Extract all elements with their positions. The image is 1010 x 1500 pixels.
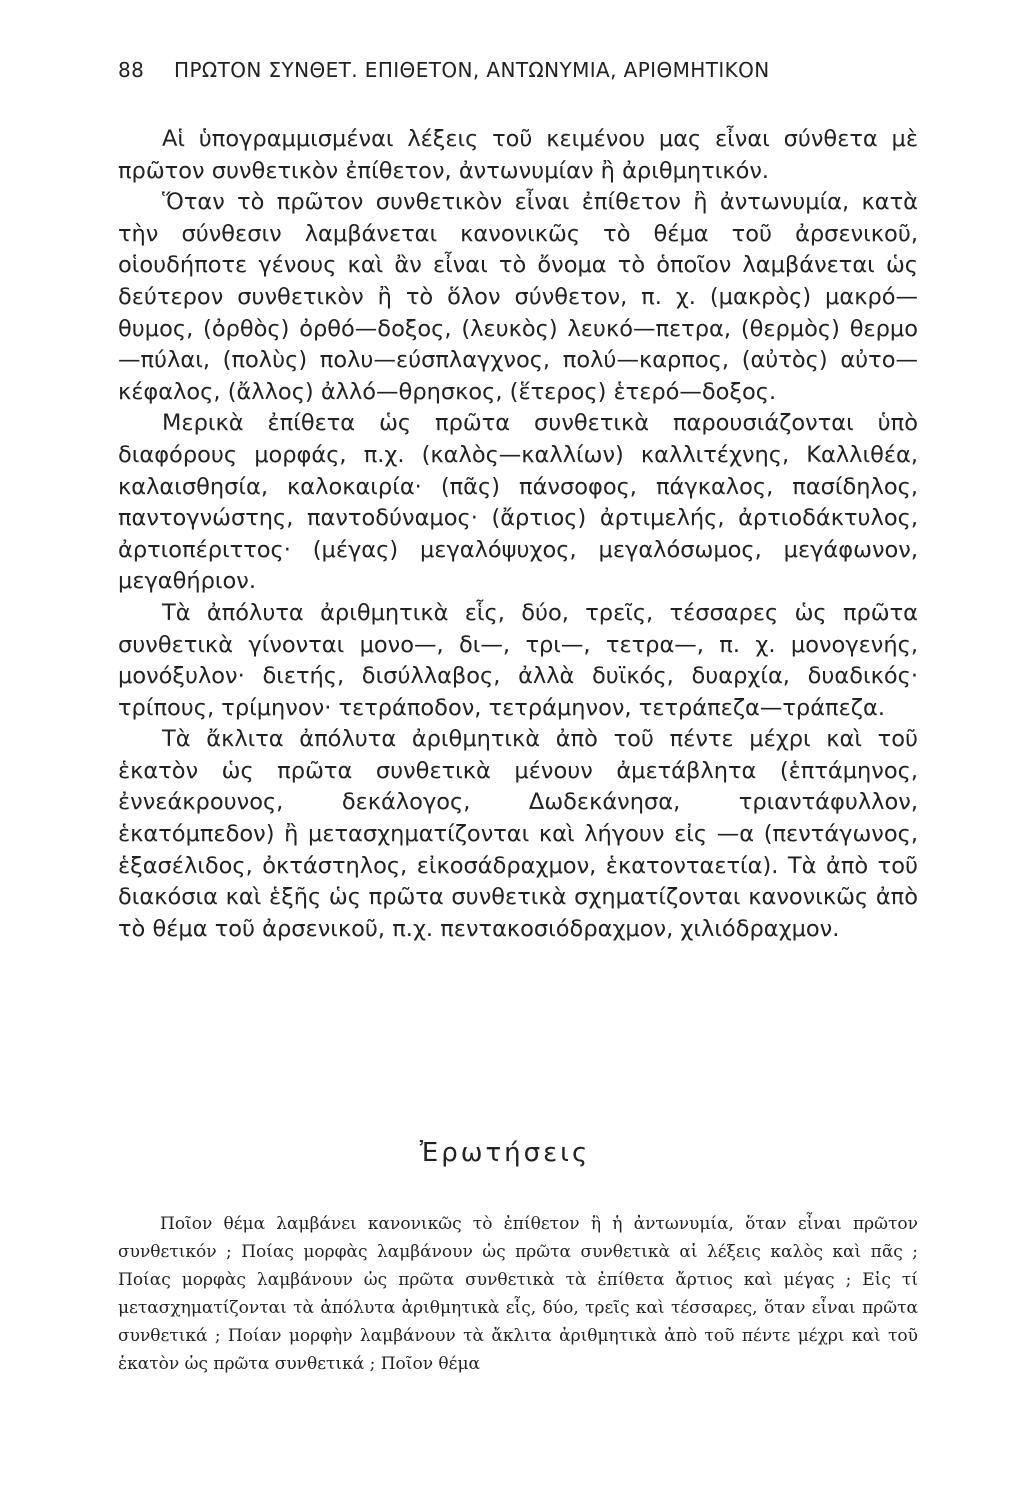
page-number: 88 — [118, 58, 145, 82]
paragraph: Τὰ ἀπόλυτα ἀριθμητικὰ εἷς, δύο, τρεῖς, τέσσαρες ὡς πρῶτα συνθετικὰ γίνονται μονο—, δι—, τρι—, τετρα—, π. χ. μονογενής, μονόξυλον· διετής, δισύλλαβος, ἀλλὰ δυϊκός, δυαρχία, δυαδικός· τρίπους, τρίμηνον· τετράποδον, τετράμηνον, τετράπεζα—τράπεζα. — [118, 599, 918, 721]
paragraph: Τὰ ἄκλιτα ἀπόλυτα ἀριθμητικὰ ἀπὸ τοῦ πέντε μέχρι καὶ τοῦ ἑκατὸν ὡς πρῶτα συνθετικὰ μένουν ἀμετάβλητα (ἑπτάμηνος, ἐννεάκρουνος, δεκάλογος, Δωδεκάνησα, τριαντάφυλλον, ἑκατόμπεδον) ἢ μετασχηματίζονται καὶ λήγουν εἰς —α (πεντάγωνος, ἑξασέλιδος, ὀκτάστηλος, εἰκοσάδραχμον, ἑκατονταετία). Τὰ ἀπὸ τοῦ διακόσια καὶ ἑξῆς ὡς πρῶτα συνθετικὰ σχηματίζονται κανονικῶς ἀπὸ τὸ θέμα τοῦ ἀρσενικοῦ, π.χ. πεντακοσιόδραχμον, χιλιόδραχμον. — [118, 726, 918, 942]
body-text — [118, 124, 918, 945]
questions-heading: Ἐρωτήσεις — [419, 1138, 591, 1168]
running-header — [118, 58, 878, 82]
running-title: ΠΡΩΤΟΝ ΣΥΝΘΕΤ. ΕΠΙΘΕΤΟΝ, ΑΝΤΩΝΥΜΙΑ, ΑΡΙΘΜΗΤΙΚΟΝ — [174, 58, 770, 82]
paragraph: Αἱ ὑπογραμμισμέναι λέξεις τοῦ κειμένου μας εἶναι σύνθετα μὲ πρῶτον συνθετικὸν ἐπίθετον, ἀντωνυμίαν ἢ ἀριθμητικόν. — [118, 126, 918, 184]
paragraph: Μερικὰ ἐπίθετα ὡς πρῶτα συνθετικὰ παρουσιάζονται ὑπὸ διαφόρους μορφάς, π.χ. (καλὸς—καλλίων) καλλιτέχνης, Καλλιθέα, καλαισθησία, καλοκαιρία· (πᾶς) πάνσοφος, πάγκαλος, πασίδηλος, παντογνώστης, παντοδύναμος· (ἄρτιος) ἀρτιμελής, ἀρτιοδάκτυλος, ἀρτιοπέριττος· (μέγας) μεγαλόψυχος, μεγαλόσωμος, μεγάφωνον, μεγαθήριον. — [118, 410, 918, 595]
questions-text: Ποῖον θέμα λαμβάνει κανονικῶς τὸ ἐπίθετον ἢ ἡ ἀντωνυμία, ὅταν εἶναι πρῶτον συνθετικόν ; Ποίας μορφὰς λαμβάνουν ὡς πρῶτα συνθετικὰ αἱ λέξεις καλὸς καὶ πᾶς ; Ποίας μορφὰς λαμβάνουν ὡς πρῶτα συνθετικὰ τὰ ἐπίθετα ἄρτιος καὶ μέγας ; Εἰς τί μετασχηματίζονται τὰ ἀπόλυτα ἀριθμητικὰ εἷς, δύο, τρεῖς καὶ τέσσαρες, ὅταν εἶναι πρῶτα συνθετικά ; Ποίαν μορφὴν λαμβάνουν τὰ ἄκλιτα ἀριθμητικὰ ἀπὸ τοῦ πέντε μέχρι καὶ τοῦ ἑκατὸν ὡς πρῶτα συνθετικά ; Ποῖον θέμα — [118, 1214, 918, 1374]
paragraph: Ὅταν τὸ πρῶτον συνθετικὸν εἶναι ἐπίθετον ἢ ἀντωνυμία, κατὰ τὴν σύνθεσιν λαμβάνεται κανονικῶς τὸ θέμα τοῦ ἀρσενικοῦ, οἱουδήποτε γένους καὶ ἂν εἶναι τὸ ὄνομα τὸ ὁποῖον λαμβάνεται ὡς δεύτερον συνθετικὸν ἢ τὸ ὅλον σύνθετον, π. χ. (μακρὸς) μακρό—θυμος, (ὀρθὸς) ὀρθό—δοξος, (λευκὸς) λευκό—πετρα, (θερμὸς) θερμο—πύλαι, (πολὺς) πολυ—εύσπλαγχνος, πολύ—καρπος, (αὐτὸς) αὐτο—κέφαλος, (ἄλλος) ἀλλό—θρησκος, (ἕτερος) ἑτερό—δοξος. — [118, 189, 918, 405]
